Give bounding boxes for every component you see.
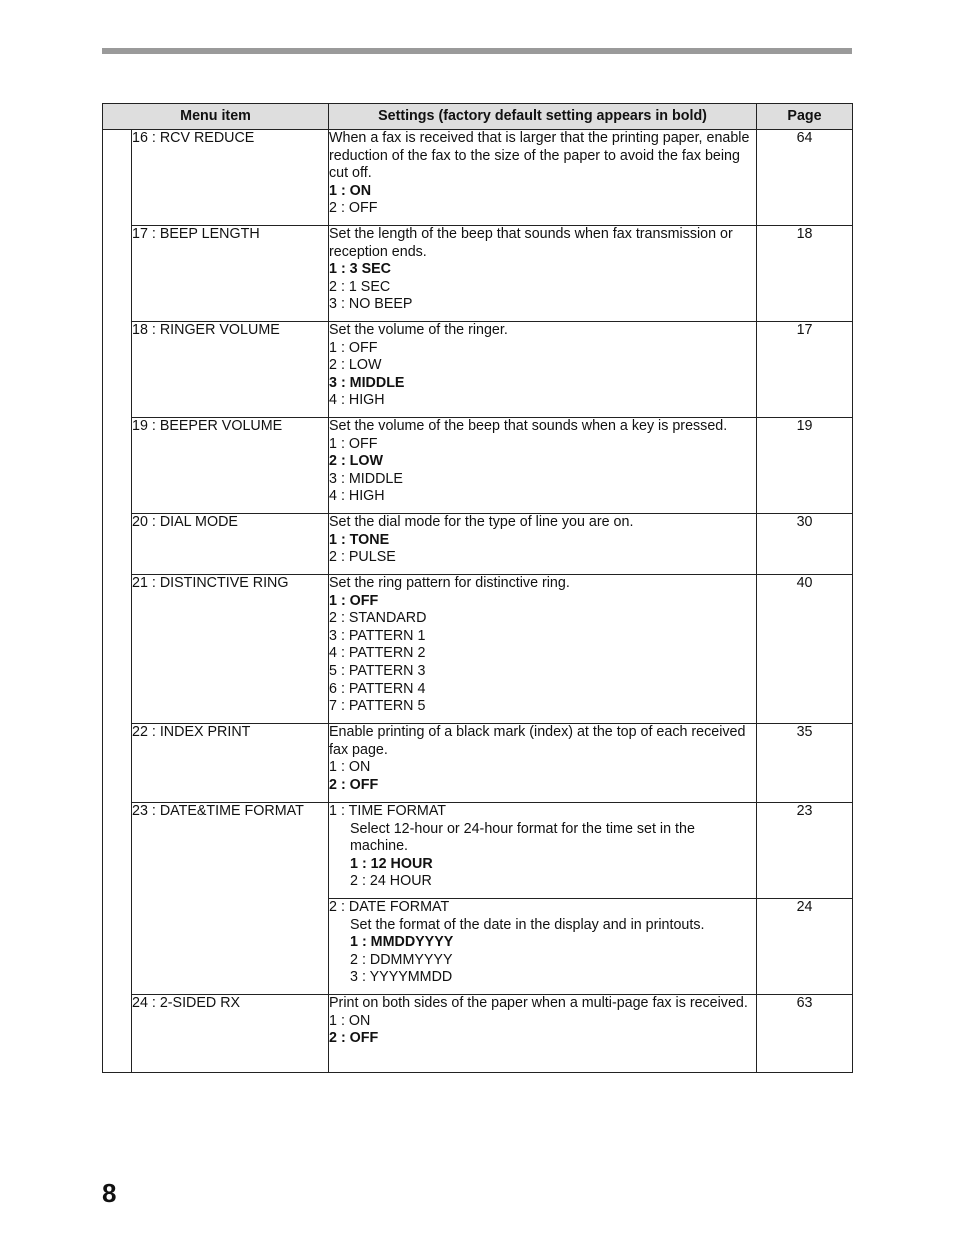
menu-item-label: 21 : DISTINCTIVE RING: [132, 575, 289, 591]
table-row: [103, 803, 853, 899]
menu-settings-table: [102, 103, 853, 1073]
setting-option: 2 : LOW: [329, 357, 382, 374]
table-row: [103, 995, 853, 1073]
setting-option-default: 2 : LOW: [329, 453, 384, 470]
setting-option: 2 : 24 HOUR: [350, 873, 432, 890]
setting-option: 3 : MIDDLE: [329, 470, 403, 487]
indent-cell: [103, 575, 132, 724]
table-row: [103, 724, 853, 803]
setting-option: 1 : OFF: [329, 435, 378, 452]
setting-option: 2 : DDMMYYYY: [350, 951, 453, 968]
setting-option: 1 : OFF: [329, 339, 378, 356]
page-reference: 23: [757, 803, 853, 899]
page-reference: 35: [757, 724, 853, 803]
page-reference: 17: [757, 322, 853, 418]
setting-option-default: 1 : 12 HOUR: [350, 855, 433, 872]
menu-item-cell: [132, 418, 329, 514]
indent-cell: [103, 803, 132, 899]
setting-option: 2 : STANDARD: [329, 610, 427, 627]
page-reference: 19: [757, 418, 853, 514]
indent-cell: [103, 995, 132, 1073]
setting-option-default: 1 : TONE: [329, 531, 390, 548]
table-row: [103, 514, 853, 575]
setting-description: Set the dial mode for the type of line you are on.: [329, 514, 634, 530]
setting-description: Enable printing of a black mark (index) at the top of each received fax page.: [329, 724, 746, 758]
table-row: [103, 418, 853, 514]
menu-item-cell: [132, 724, 329, 803]
settings-cell: [329, 575, 757, 724]
top-rule: [102, 48, 852, 54]
indent-cell: [103, 322, 132, 418]
settings-cell: [329, 514, 757, 575]
indent-cell: [103, 514, 132, 575]
table-row: [103, 130, 853, 226]
menu-item-label: 17 : BEEP LENGTH: [132, 226, 260, 242]
setting-description: Print on both sides of the paper when a multi-page fax is received.: [329, 995, 748, 1011]
menu-item-cell: [132, 995, 329, 1073]
header-menu-item: Menu item: [103, 104, 329, 130]
settings-cell: [329, 130, 757, 226]
page-reference: 64: [757, 130, 853, 226]
page-reference: 63: [757, 995, 853, 1073]
setting-option-default: 2 : OFF: [329, 776, 379, 793]
header-settings: Settings (factory default setting appears in bold): [329, 104, 757, 130]
setting-description: Set the volume of the ringer.: [329, 322, 508, 338]
indent-cell: [103, 899, 132, 995]
setting-subheading: 1 : TIME FORMAT: [329, 803, 447, 819]
menu-item-label: 18 : RINGER VOLUME: [132, 322, 280, 338]
setting-description: Set the volume of the beep that sounds when a key is pressed.: [329, 418, 728, 434]
indent-cell: [103, 226, 132, 322]
setting-description: When a fax is received that is larger that the printing paper, enable reduction of the fax to the size of the paper to avoid the fax being cut off.: [329, 130, 750, 182]
page-reference: 24: [757, 899, 853, 995]
settings-cell: [329, 724, 757, 803]
setting-option: 3 : PATTERN 1: [329, 627, 426, 644]
setting-description: Select 12-hour or 24-hour format for the time set in the machine.: [350, 820, 695, 855]
setting-option: 2 : PULSE: [329, 549, 396, 566]
menu-item-label: 16 : RCV REDUCE: [132, 130, 255, 146]
setting-option: 2 : OFF: [329, 200, 378, 217]
menu-item-cell: [132, 575, 329, 724]
setting-option-default: 1 : MMDDYYYY: [350, 934, 454, 951]
setting-option: 3 : NO BEEP: [329, 296, 413, 313]
settings-cell: [329, 899, 757, 995]
setting-option-default: 1 : ON: [329, 182, 372, 199]
setting-option: 2 : 1 SEC: [329, 278, 391, 295]
table-row: [103, 322, 853, 418]
indent-cell: [103, 724, 132, 803]
page-reference: 30: [757, 514, 853, 575]
setting-option-default: 2 : OFF: [329, 1030, 379, 1047]
menu-item-label: 19 : BEEPER VOLUME: [132, 418, 283, 434]
menu-item-cell: [132, 514, 329, 575]
indent-cell: [103, 130, 132, 226]
settings-cell: [329, 418, 757, 514]
setting-description: Set the format of the date in the display and in printouts.: [350, 916, 705, 933]
menu-item-cell: [132, 803, 329, 899]
menu-item-label: 22 : INDEX PRINT: [132, 724, 251, 740]
settings-cell: [329, 226, 757, 322]
menu-item-label: 24 : 2-SIDED RX: [132, 995, 241, 1011]
setting-option-default: 1 : OFF: [329, 592, 379, 609]
page-reference: 40: [757, 575, 853, 724]
page-reference: 18: [757, 226, 853, 322]
setting-option: 7 : PATTERN 5: [329, 698, 426, 715]
settings-cell: [329, 803, 757, 899]
menu-item-cell: [132, 226, 329, 322]
setting-option: 5 : PATTERN 3: [329, 662, 426, 679]
table-row: [103, 899, 853, 995]
settings-cell: [329, 322, 757, 418]
page-number: 8: [102, 1178, 117, 1208]
setting-option: 6 : PATTERN 4: [329, 680, 426, 697]
setting-subheading: 2 : DATE FORMAT: [329, 899, 450, 915]
table-row: [103, 226, 853, 322]
setting-description: Set the ring pattern for distinctive ring.: [329, 575, 570, 591]
setting-option: 1 : ON: [329, 759, 371, 776]
menu-item-label: 23 : DATE&TIME FORMAT: [132, 803, 304, 819]
setting-description: Set the length of the beep that sounds when fax transmission or reception ends.: [329, 226, 733, 260]
setting-option: 4 : HIGH: [329, 488, 385, 505]
settings-cell: [329, 995, 757, 1073]
menu-item-cell: [132, 130, 329, 226]
menu-item-cell: [132, 899, 329, 995]
table-header-row: [103, 104, 853, 130]
menu-item-label: 20 : DIAL MODE: [132, 514, 238, 530]
indent-cell: [103, 418, 132, 514]
setting-option-default: 3 : MIDDLE: [329, 374, 405, 391]
header-page: Page: [757, 104, 853, 130]
setting-option: 1 : ON: [329, 1012, 371, 1029]
setting-option: 4 : PATTERN 2: [329, 645, 426, 662]
table-row: [103, 575, 853, 724]
menu-item-cell: [132, 322, 329, 418]
setting-option: 3 : YYYYMMDD: [350, 969, 453, 986]
setting-option-default: 1 : 3 SEC: [329, 261, 391, 278]
setting-option: 4 : HIGH: [329, 392, 385, 409]
